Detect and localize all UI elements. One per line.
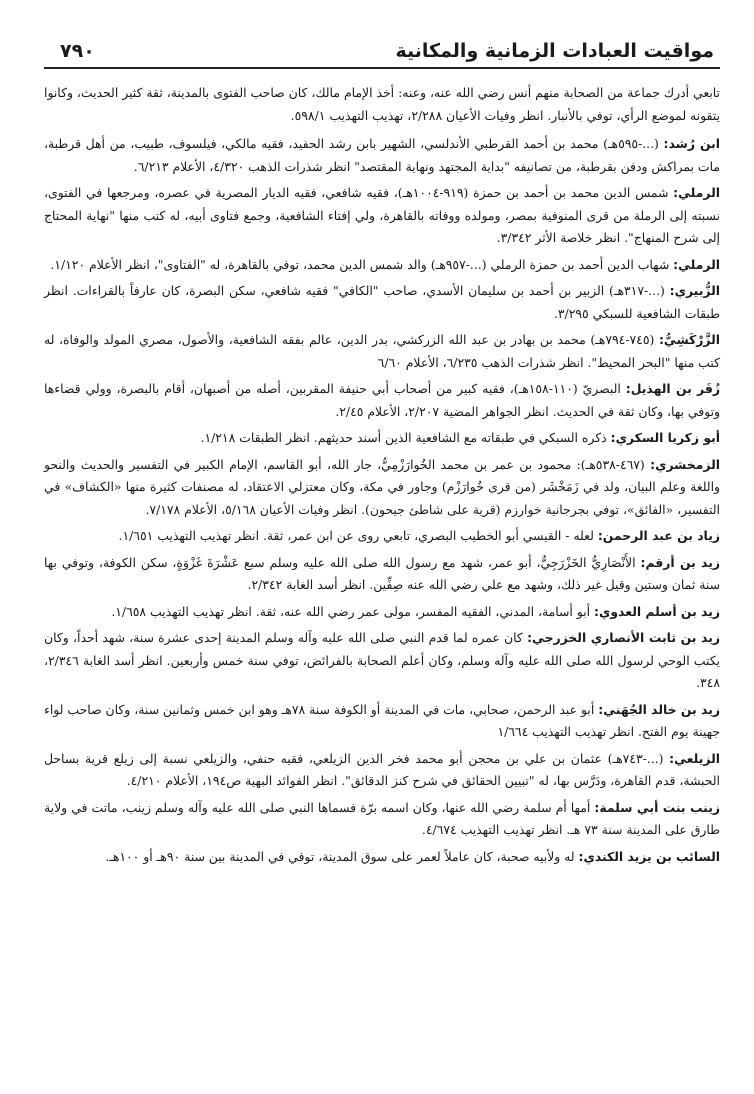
entry-name: الرملي:	[673, 185, 720, 200]
entry-name: الزمخشري:	[650, 456, 720, 472]
entry	[44, 846, 720, 869]
entry-text: (...-٥٩٥هـ) محمد بن أحمد القرطبي الأندلسي، الشهير بابن رشد الحفيد، فقيه مالكي، فيلسوف، طبيب، من أهل قرطبة، مات بمراكش ودفن بقرطبة، من تصانيفه "بداية المجتهد ونهاية المقتصد" انظر شذرات الذهب ٤/٣٢٠، الأعلام ٦/٢١٣.	[44, 136, 720, 174]
entry-text: (٧٤٥-٧٩٤هـ) محمد بن بهادر بن عبد الله الزركشي، بدر الدين، عالم بفقه الشافعية، والأصول، مصري المولد والوفاة، له كتب منها "البحر المحيط". انظر شذرات الذهب ٦/٢٣٥، الأعلام ٦/٦٠	[44, 332, 720, 370]
entry-text: ذكره السبكي في طبقاته مع الشافعية الذين أسند حديثهم. انظر الطبقات ١/٢١٨.	[200, 430, 611, 445]
entry-text: تابعي أدرك جماعة من الصحابة منهم أنس رضي الله عنه، وعنه: أخذ الإمام مالك، كان صاحب الفتوى بالمدينة، ثقة كثير الحديث، وكانوا يتقونه لموضع الرأي، توفي بالأنبار. انظر وفيات الأعيان ٢/٢٨٨، تهذيب التهذيب ٥٩٨/١.	[44, 85, 720, 123]
entry-text: البصريّ (١١٠-١٥٨هـ)، فقيه كبير من أصحاب أبي حنيفة المقربين، أصله من أصبهان، أقام بالبصرة، وولي قضاءها وتوفي بها، وكان ثقة في الحديث. انظر الجواهر المضية ٢/٢٠٧، الأعلام ٢/٤٥.	[44, 381, 720, 419]
entry-text: كان عمره لما قدم النبي صلى الله عليه وآله وسلم المدينة إحدى عشرة سنة، شهد أحداً، وكان يكتب الوحي لرسول الله صلى الله عليه وآله وسلم، وكان أعلم الصحابة بالفرائض، توفي سنة خمس وأربعين. انظر أسد الغابة ٢/٣٤٦، ٣٤٨.	[44, 630, 720, 690]
entry-name: أبو زكريا السكري:	[610, 430, 720, 445]
entry	[44, 254, 720, 277]
entry-name: زياد بن عبد الرحمن:	[597, 528, 720, 543]
entry-text: (...-٧٤٣هـ) عثمان بن علي بن محجن أبو محمد فخر الدين الزيلعي، فقيه حنفي، والزيلعي نسبة إلى زيلع قرية بساحل الحبشة، قدم القاهرة، ودَرَّس بها، له "تبيين الحقائق في شرح كنز الدقائق". انظر الفوائد البهية ص١٩٤، الأعلام ٤/٢١٠.	[44, 750, 720, 788]
entry	[44, 329, 720, 374]
entry-name: زيد بن أسلم العدوي:	[594, 603, 720, 619]
entry-text: الأَنْصَارِيُّ الخَزْرَجِيُّ، أبو عمر، شهد مع رسول الله صلى الله عليه وسلم سبع عَشْرَةَ غَزْوَةٍ، سكن الكوفة، وتوفي بها سنة ثمان وستين وقيل غير ذلك، وشهد مع علي رضي الله عنه صِفِّين. انظر أسد الغابة ٢/٣٤٢.	[44, 554, 720, 592]
entry	[44, 627, 720, 695]
page-header	[60, 34, 714, 62]
running-title: مواقيت العبادات الزمانية والمكانية	[395, 40, 714, 62]
entry	[44, 280, 720, 325]
entry	[44, 182, 720, 250]
entry-name: الزيلعي:	[669, 750, 720, 766]
entry	[44, 427, 720, 450]
entry-name: زينب بنت أبي سلمة:	[594, 799, 720, 815]
entry-text: (...-٣١٧هـ) الزبير بن أحمد بن سليمان الأسدي، صاحب "الكافي" فقيه شافعي، سكن البصرة، كان عارفاً بالقراءات. انظر طبقات الشافعية للسبكي ٣/٢٩٥.	[44, 283, 720, 321]
entry	[44, 552, 720, 597]
entry	[44, 699, 720, 744]
entry-text: شمس الدين محمد بن أحمد بن حمزة (٩١٩-١٠٠٤هـ)، فقيه شافعي، فقيه الديار المصرية في عصره، ومرجعها في الفتوى، نسبته إلى الرملة من قرى المنوفية بمصر، ومولده ووفاته بالقاهرة، ولي إفتاء الشافعية، وجمع فتاوى أبيه، له كتب منها "نهاية المحتاج إلى شرح المنهاج". انظر خلاصة الأثر ٣/٣٤٢.	[44, 185, 720, 245]
entry-text: له ولأبيه صحبة، كان عاملاً لعمر على سوق المدينة، توفي في المدينة بين سنة ٩٠هـ أو ١٠٠هـ.	[105, 848, 579, 864]
entry-text: أبو أسامة، المدني، الفقيه المفسر، مولى عمر رضي الله عنه، ثقة. انظر تهذيب التهذيب ١/٦٥٨.	[111, 603, 595, 619]
entry	[44, 525, 720, 548]
entry	[44, 797, 720, 842]
page-number: ٧٩٠	[60, 40, 95, 62]
entry-name: زيد بن أرقم:	[640, 554, 720, 570]
entry-name: الزَّرْكَشِيُّ:	[658, 332, 720, 347]
entry-name: زُفَر بن الهذيل:	[625, 381, 721, 396]
entry	[44, 378, 720, 423]
header-rule	[44, 67, 720, 69]
entry	[44, 133, 720, 178]
entry-text: شهاب الدين أحمد بن حمزة الرملي (...-٩٥٧هـ) والد شمس الدين محمد، توفي بالقاهرة، له "الفتاوى"، انظر الأعلام ١/١٢٠.	[50, 256, 674, 272]
entry	[44, 454, 720, 522]
entry-text: لعله - القيسي أبو الخطيب البصري، تابعي روى عن ابن عمر، ثقة. انظر تهذيب التهذيب ١/٦٥١.	[118, 528, 598, 543]
entry-text: أمها أم سلمة رضي الله عنها، وكان اسمه برّة فسماها النبي صلى الله عليه وآله وسلم زينب، ماتت في ولاية طارق على المدينة سنة ٧٣ هـ. انظر تهذيب التهذيب ٤/٦٧٤.	[44, 799, 720, 837]
entry	[44, 601, 720, 624]
entry-text: (٤٦٧-٥٣٨هـ): محمود بن عمر بن محمد الخُوارَزْمِيُّ، جار الله، أبو القاسم، الإمام الكبير في التفسير والحديث والنحو واللغة وعلم البيان، ولد في زَمَخْشَر (من قرى خُوارَزْم) وجاور في مكة، وكان معتزلي الاعتقاد، له مصنفات كثيرة منها «الكشاف» في التفسير، «الفائق»، توفي بجرجانية خوارزم (قرية على شاطئ جيحون). انظر وفيات الأعيان ٥/١٦٨، الأعلام ٧/١٧٨.	[44, 456, 720, 517]
entry-text: أبو عبد الرحمن، صحابي، مات في المدينة أو الكوفة سنة ٧٨هـ وهو ابن خمس وثمانين سنة، وكان صاحب لواء جهينة يوم الفتح. انظر تهذيب التهذيب ١/٦٦٤	[44, 701, 720, 739]
entry	[44, 748, 720, 793]
entry-name: السائب بن يزيد الكندي:	[578, 848, 720, 864]
entry-continuation	[44, 82, 720, 127]
entry-name: زيد بن ثابت الأنصاري الخزرجي:	[527, 630, 720, 645]
entry-name: الزُّبيري:	[669, 283, 720, 298]
entry-name: ابن رُشد:	[663, 136, 720, 151]
entry-name: الرملي:	[673, 256, 720, 272]
entry-name: زيد بن خالد الجُهَني:	[598, 701, 720, 717]
biography-list	[44, 82, 720, 1084]
